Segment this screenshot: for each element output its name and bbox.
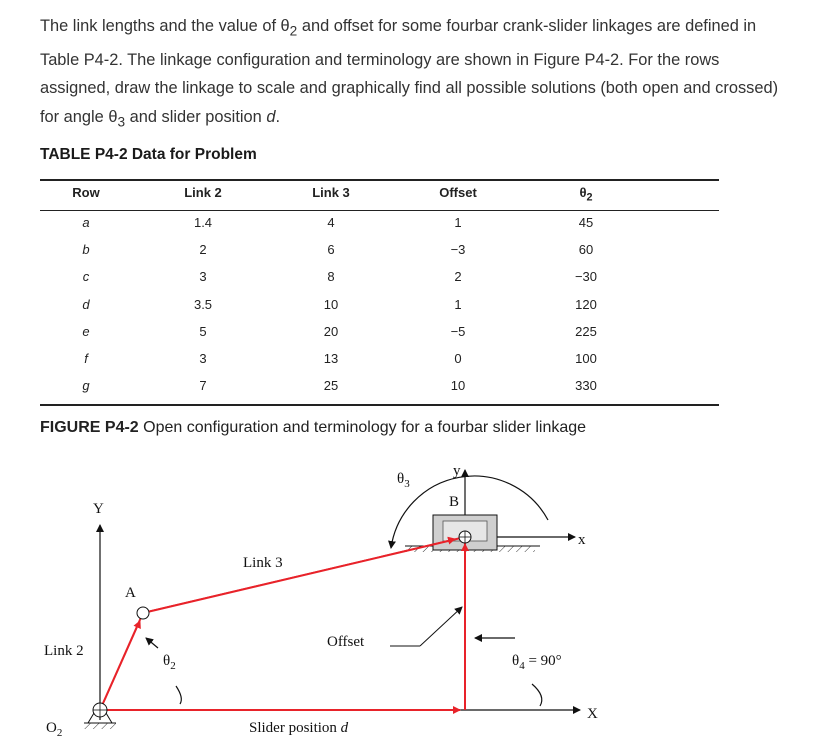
header-offset: Offset bbox=[439, 185, 477, 200]
row-letter: g bbox=[82, 378, 90, 394]
table-header-rule bbox=[40, 210, 719, 211]
table-cell: 13 bbox=[323, 351, 339, 366]
label-a: A bbox=[125, 585, 136, 601]
fourbar-slider-figure bbox=[0, 440, 816, 753]
table-cell: 6 bbox=[327, 242, 335, 258]
row-letter: a bbox=[82, 215, 90, 230]
label-slider-position: Slider position d bbox=[249, 720, 349, 736]
label-theta3: $\theta_3$ bbox=[397, 471, 410, 490]
table-caption: TABLE P4-2 Data for Problem bbox=[40, 146, 257, 163]
table-cell: 1 bbox=[454, 296, 462, 312]
table-cell: 1 bbox=[454, 215, 462, 230]
label-link3: Link 3 bbox=[243, 555, 283, 571]
table-cell: 330 bbox=[575, 378, 597, 394]
header-theta2: $\theta_2$ bbox=[579, 185, 593, 204]
figure-caption: FIGURE P4-2 Open configuration and terminology for a fourbar slider linkage bbox=[40, 419, 587, 436]
header-link3: Link 3 bbox=[312, 185, 350, 200]
table-cell: 8 bbox=[327, 269, 335, 285]
label-offset: Offset bbox=[327, 634, 365, 650]
table-cell: 5 bbox=[199, 323, 207, 339]
table-cell: 10 bbox=[450, 378, 466, 394]
table-cell: 120 bbox=[575, 296, 597, 312]
label-local-y: y bbox=[453, 463, 461, 479]
table-cell: 4 bbox=[327, 215, 335, 230]
label-theta2: $\theta_2$ bbox=[163, 653, 176, 672]
row-letter: c bbox=[82, 269, 90, 285]
header-link2: Link 2 bbox=[184, 185, 222, 200]
problem-statement: The link lengths and the value of $\theta_2$ and offset for some fourbar crank-slider linkages are defined in Table P4-2. The linkage configuration and terminology are shown in Figure P4-2. For the rows assigned, draw the linkage to scale and graphically find all possible solutions (both open and crossed) for angle $\theta_3$ and slider position d. bbox=[40, 17, 779, 130]
table-cell: 3 bbox=[199, 269, 207, 285]
label-local-x: x bbox=[578, 532, 586, 548]
table-cell: 3 bbox=[199, 351, 207, 366]
label-link2: Link 2 bbox=[44, 643, 84, 659]
label-o2: $O_2$ bbox=[46, 720, 63, 739]
row-letter: f bbox=[84, 351, 88, 366]
table-cell: 2 bbox=[454, 269, 462, 285]
table-cell: 2 bbox=[199, 242, 207, 258]
header-row: Row bbox=[72, 185, 100, 200]
label-b: B bbox=[449, 494, 460, 510]
label-theta4: $\theta_4 = 90^\circ$ bbox=[512, 653, 562, 672]
row-letter: d bbox=[82, 296, 90, 312]
table-cell: 3.5 bbox=[193, 296, 213, 312]
table-cell: 1.4 bbox=[193, 215, 213, 230]
table-cell: −30 bbox=[574, 269, 598, 285]
label-global-x: X bbox=[587, 706, 598, 722]
table-cell: 7 bbox=[199, 378, 207, 394]
table-cell: 10 bbox=[323, 296, 339, 312]
table-cell: −3 bbox=[450, 242, 466, 258]
table-cell: 225 bbox=[575, 323, 597, 339]
pin-a bbox=[137, 607, 149, 619]
row-letter: b bbox=[82, 242, 90, 258]
table-bottom-rule bbox=[40, 404, 719, 406]
table-top-rule bbox=[40, 179, 719, 181]
label-global-y: Y bbox=[93, 501, 104, 517]
table-cell: −5 bbox=[450, 323, 466, 339]
table-cell: 100 bbox=[575, 351, 597, 366]
table-cell: 0 bbox=[454, 351, 462, 366]
row-letter: e bbox=[82, 323, 90, 339]
table-cell: 25 bbox=[323, 378, 339, 394]
table-cell: 20 bbox=[323, 323, 339, 339]
table-cell: 45 bbox=[578, 215, 594, 230]
table-cell: 60 bbox=[578, 242, 594, 258]
